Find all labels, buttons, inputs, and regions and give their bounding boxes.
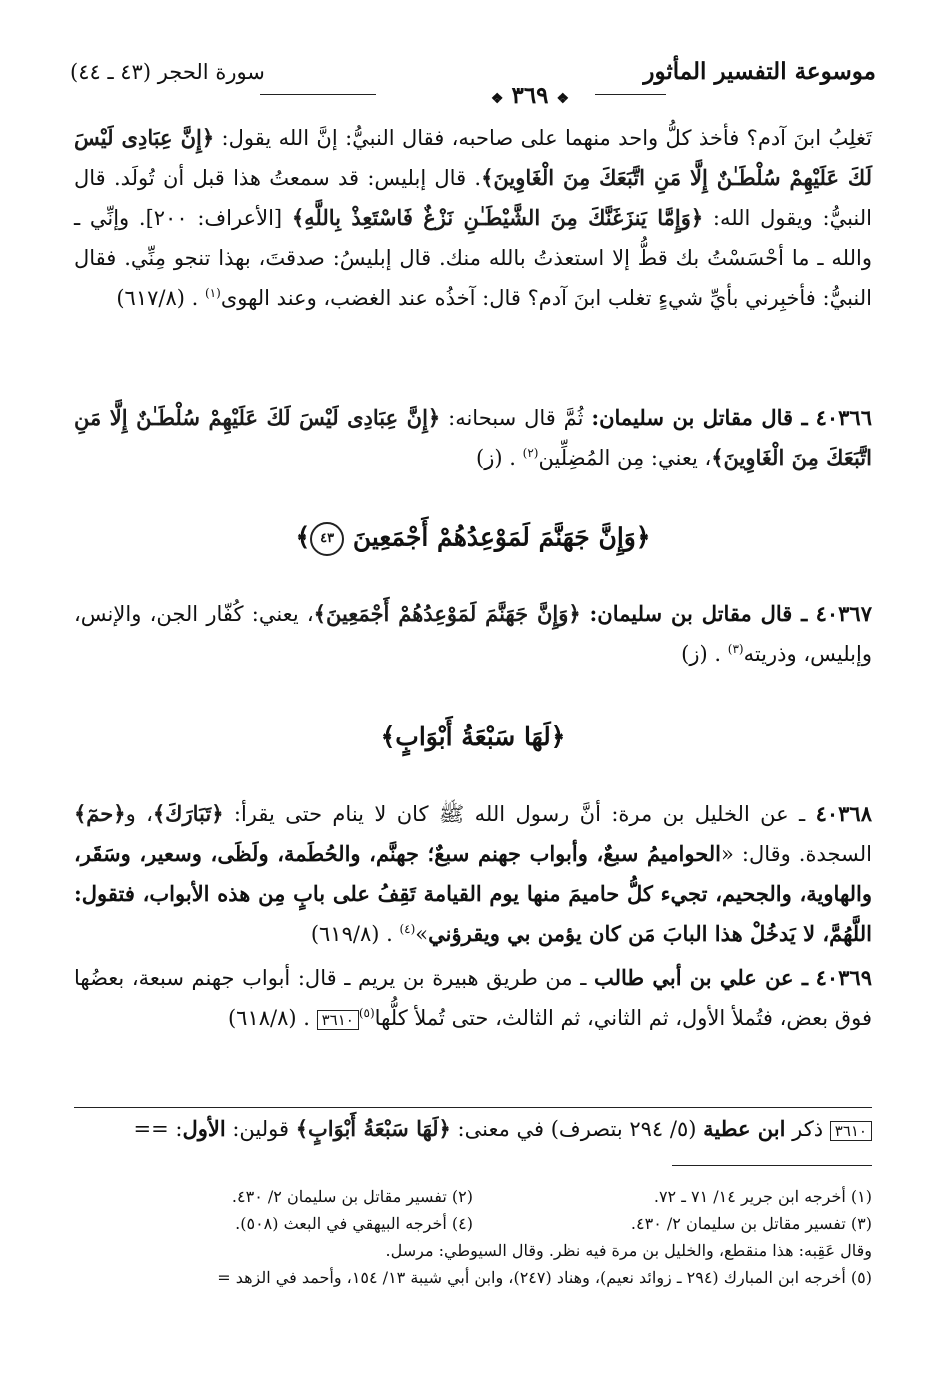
quran-quote: ﴿تَبَارَكَ﴾	[152, 801, 224, 826]
entry-40369	[74, 958, 872, 1038]
footnote-marker: (٢)	[522, 446, 539, 460]
quran-quote: ﴿وَإِمَّا يَنزَغَنَّكَ مِنَ الشَّيْطَـٰنِ نَزْغٌ فَاسْتَعِذْ بِاللَّهِ﴾	[291, 205, 704, 230]
reference: . (ز)	[681, 642, 722, 666]
page-number	[470, 82, 590, 109]
footnote-4: (٤) أخرجه البيهقي في البعث (٥٠٨).	[235, 1214, 473, 1233]
header-rule-left	[260, 94, 376, 95]
editor-note	[50, 1113, 872, 1145]
text: تَغلِبُ ابنَ آدم؟ فأخذ كلُّ واحد منهما على صاحبه، فقال النبيُّ: إنَّ الله يقول:	[214, 126, 872, 150]
text: قولين:	[225, 1117, 296, 1141]
quran-quote: ﴿وَإِنَّ جَهَنَّمَ لَمَوْعِدُهُمْ أَجْمَعِينَ﴾	[313, 601, 590, 626]
footnote-marker: (٥)	[358, 1006, 375, 1020]
footnote-5: (٥) أخرجه ابن المبارك (٢٩٤ ـ زوائد نعيم)، وهناد (٢٤٧)، وابن أبي شيبة ١٣/ ١٥٤، وأحمد في الزهد =	[217, 1268, 872, 1287]
quran-quote: ﴿حمٓ﴾	[74, 801, 126, 826]
text: . قال إبليس: قد سمعتُ هذا قبل أن تُولَد. قال النبيُّ: ويقول الله:	[74, 166, 872, 230]
footnote-2: (٢) تفسير مقاتل بن سليمان ٢/ ٤٣٠.	[231, 1187, 473, 1206]
ornament-right-icon: ❖	[490, 91, 504, 107]
entry-number: ٤٠٣٦٧	[815, 601, 872, 626]
text: ـ عن الخليل بن مرة: أنَّ رسول الله ﷺ كان لا ينام حتى يقرأ:	[223, 802, 806, 826]
text: »	[415, 922, 429, 946]
reference: . (٦١٩/٨)	[310, 922, 393, 946]
quran-quote: ﴿إِنَّ عِبَادِى لَيْسَ لَكَ عَلَيْهِمْ سُلْطَـٰنٌ إِلَّا مَنِ اتَّبَعَكَ مِنَ الْغَاوِينَ﴾	[74, 125, 873, 190]
entry-author: ـ عن علي بن أبي طالب	[594, 965, 808, 990]
text: [الأعراف: ٢٠٠]. وإنِّي ـ والله ـ ما أحْسَسْتُ بك قطُّ إلا استعذتُ بالله منك. قال إبليسُ: صدقتَ، بهذا تنجو مِنِّي. فقال النبيُّ: فأخبِرني بأيِّ شيءٍ تغلب ابنَ آدم؟ قال: آخذُه عند الغضب، وعند الهوى	[74, 206, 872, 310]
text: ذكر	[785, 1117, 830, 1141]
reference: . (٦١٨/٨)	[227, 1006, 310, 1030]
text: (٥/ ٢٩٤ بتصرف) في معنى:	[450, 1117, 704, 1141]
ayah-number-icon: ٤٣	[310, 522, 344, 556]
surah-info: سورة الحجر (٤٣ ـ ٤٤)	[70, 60, 265, 84]
paragraph-continuation	[74, 118, 872, 318]
hadith-text: الحواميمُ سبعٌ، وأبواب جهنم سبعٌ؛ جهنَّم، والحُطَمة، ولَظَى، وسعير، وسَقَر، والهاوية، والجحيم، تجيء كلُّ حاميمَ منها يوم القيامة تَقِفُ على بابٍ مِن هذه الأبواب، فتقول: اللَّهُمَّ، لا يَدخُلْ هذا البابَ مَن كان يؤمن بي ويقرؤني	[74, 841, 872, 946]
entry-number: ٤٠٣٦٨	[815, 801, 872, 826]
page-number-rule	[70, 82, 876, 109]
text: ـ من طريق هبيرة بن يريم ـ قال: أبواب جهنم سبعة، بعضُها فوق بعض، فتُملأ الأول، ثم الثاني، ثم الثالث، حتى تُملأ كلُّها	[74, 966, 872, 1030]
note-author: ابن عطية	[703, 1116, 786, 1141]
entry-author: ـ قال مقاتل بن سليمان:	[591, 405, 808, 430]
footnote-3: (٣) تفسير مقاتل بن سليمان ٢/ ٤٣٠.	[630, 1214, 872, 1233]
note-number-box: ٣٦١٠	[830, 1121, 872, 1141]
note-marker-box: ٣٦١٠	[317, 1010, 359, 1030]
text: ، و	[125, 802, 153, 826]
entry-author: ـ قال مقاتل بن سليمان:	[589, 601, 808, 626]
entry-number: ٤٠٣٦٦	[815, 405, 872, 430]
footnote-marker: (٣)	[727, 642, 744, 656]
footnote-1: (١) أخرجه ابن جرير ١٤/ ٧١ ـ ٧٢.	[653, 1187, 872, 1206]
reference: . (٦١٧/٨)	[116, 286, 199, 310]
entry-number: ٤٠٣٦٩	[815, 965, 872, 990]
text: السجدة. وقال: «	[721, 842, 872, 866]
entry-40366	[74, 398, 872, 478]
footnote-marker: (٤)	[399, 922, 416, 936]
entry-40367	[74, 594, 872, 674]
text: ثُمَّ قال سبحانه:	[440, 406, 592, 430]
header-rule-right	[595, 94, 666, 95]
footnote-marker: (١)	[204, 286, 221, 300]
verse-heading-44	[74, 722, 872, 751]
page-header	[70, 58, 876, 109]
text: الأول	[182, 1116, 226, 1141]
book-title: موسوعة التفسير المأثور	[643, 58, 876, 85]
footnotes	[74, 1183, 872, 1291]
verse-heading-43	[74, 522, 872, 556]
text: ، يعني: كُفّار الجن، والإنس، وإبليس، وذريته	[74, 602, 872, 666]
note-separator	[74, 1107, 872, 1108]
footnotes-rule	[672, 1165, 872, 1166]
quran-quote: ﴿لَهَا سَبْعَةُ أَبْوَابٍ﴾	[295, 1116, 451, 1141]
quran-quote: ﴿إِنَّ عِبَادِى لَيْسَ لَكَ عَلَيْهِمْ سُلْطَـٰنٌ إِلَّا مَنِ اتَّبَعَكَ مِنَ الْغَاوِينَ﴾	[74, 405, 872, 470]
text: : ==	[133, 1117, 183, 1141]
footnote-row	[74, 1210, 872, 1237]
verse-text: ﴿وَإِنَّ جَهَنَّمَ لَمَوْعِدُهُمْ أَجْمَعِينَ	[352, 522, 651, 552]
entry-40368	[74, 794, 872, 954]
reference: . (ز)	[476, 446, 516, 470]
footnote-4-comment: وقال عَقِبه: هذا منقطع، والخليل بن مرة فيه نظر. وقال السيوطي: مرسل.	[385, 1241, 872, 1260]
text: ، يعني: مِن المُضِلِّين	[538, 446, 712, 470]
verse-bracket: ﴾	[295, 522, 311, 552]
ornament-left-icon: ❖	[556, 91, 570, 107]
footnote-row	[74, 1183, 872, 1210]
page-number-text: ٣٦٩	[511, 82, 549, 109]
verse-text: ﴿لَهَا سَبْعَةُ أَبْوَابٍ﴾	[380, 722, 566, 751]
